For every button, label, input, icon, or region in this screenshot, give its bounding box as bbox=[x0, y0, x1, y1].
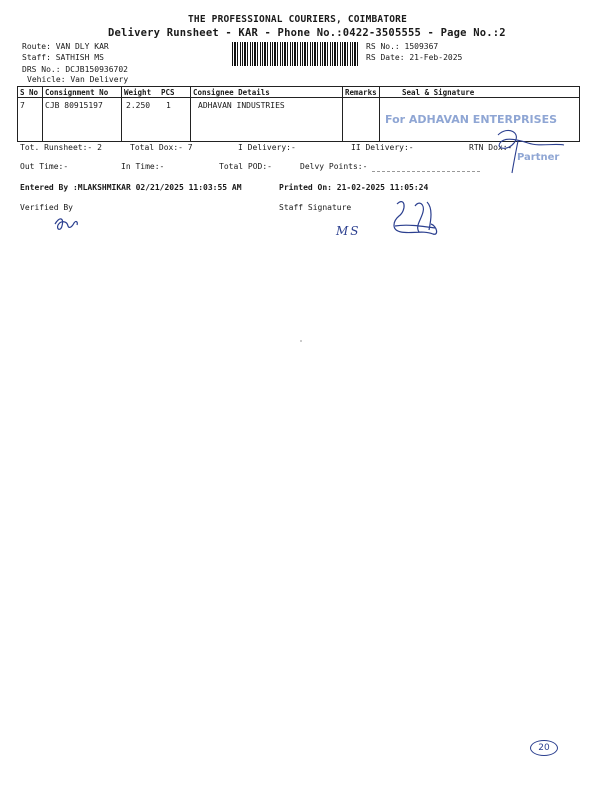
total-dox: Total Dox:- 7 bbox=[130, 143, 193, 152]
out-time: Out Time:- bbox=[20, 162, 69, 171]
stamp-partner: Partner bbox=[517, 152, 560, 163]
rtn-dox: RTN Dox:- bbox=[469, 143, 513, 152]
entered-by: Entered By :MLAKSHMIKAR 02/21/2025 11:03:55 AM bbox=[20, 183, 242, 192]
verified-by-label: Verified By bbox=[20, 203, 73, 212]
route-text: Route: VAN DLY KAR bbox=[22, 42, 109, 51]
company-stamp: For ADHAVAN ENTERPRISES bbox=[385, 113, 558, 126]
runsheet-subtitle: Delivery Runsheet - KAR - Phone No.:0422-3505555 - Page No.:2 bbox=[108, 27, 506, 39]
i-delivery: I Delivery:- bbox=[238, 143, 296, 152]
staff-text: Staff: SATHISH MS bbox=[22, 53, 104, 62]
drs-number: DRS No.: DCJB150936702 bbox=[22, 65, 128, 74]
header-sno: S No bbox=[20, 88, 39, 97]
header-seal-signature: Seal & Signature bbox=[402, 88, 475, 97]
row-consignee: ADHAVAN INDUSTRIES bbox=[198, 101, 285, 110]
delvy-points: Delvy Points:- bbox=[300, 162, 368, 171]
rs-number: RS No.: 1509367 bbox=[366, 42, 439, 51]
printed-on: Printed On: 21-02-2025 11:05:24 bbox=[279, 183, 429, 192]
ii-delivery: II Delivery:- bbox=[351, 143, 414, 152]
handwritten-ms: MS bbox=[336, 224, 361, 238]
company-title: THE PROFESSIONAL COURIERS, COIMBATORE bbox=[188, 14, 408, 25]
row-pcs: 1 bbox=[166, 101, 171, 110]
barcode bbox=[232, 42, 358, 66]
partner-signature bbox=[488, 127, 568, 177]
header-remarks: Remarks bbox=[345, 88, 377, 97]
header-consignee-details: Consignee Details bbox=[193, 88, 270, 97]
header-weight: Weight bbox=[124, 88, 152, 97]
row-sno: 7 bbox=[20, 101, 25, 110]
rs-date: RS Date: 21-Feb-2025 bbox=[366, 53, 463, 62]
staff-signature-label: Staff Signature bbox=[279, 203, 352, 212]
page-mark: 20 bbox=[530, 740, 558, 756]
points-underline bbox=[372, 171, 480, 172]
total-runsheet: Tot. Runsheet:- 2 bbox=[20, 143, 102, 152]
row-weight: 2.250 bbox=[126, 101, 151, 110]
verifier-signature bbox=[52, 214, 82, 234]
header-consignment-no: Consignment No bbox=[45, 88, 109, 97]
staff-signature bbox=[385, 196, 445, 240]
scan-artifact-top bbox=[300, 340, 302, 342]
header-pcs: PCS bbox=[161, 88, 175, 97]
row-consignment-no: CJB 80915197 bbox=[45, 101, 103, 110]
in-time: In Time:- bbox=[121, 162, 165, 171]
total-pod: Total POD:- bbox=[219, 162, 272, 171]
vehicle-text: Vehicle: Van Delivery bbox=[27, 75, 129, 84]
